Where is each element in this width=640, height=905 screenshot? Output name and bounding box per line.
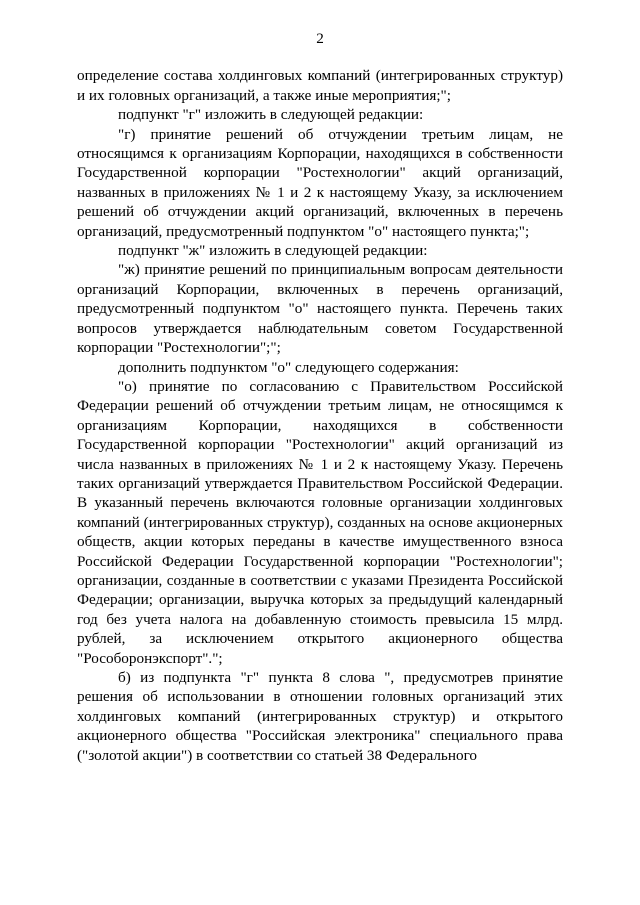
paragraph-subitem-zh-text: "ж) принятие решений по принципиальным вопросам деятельности организаций Корпорации, включенных в перечень организаций, предусмотренный подпунктом "о" настоящего пункта. Перечень таких вопросов утверждается наблюдательным советом Государственной корпорации "Ростехнологии";"; [77, 261, 563, 357]
paragraph-subitem-g-heading: подпункт "г" изложить в следующей редакции: [118, 106, 424, 124]
paragraph-subitem-o-text: "о) принятие по согласованию с Правительством Российской Федерации решений об отчуждении третьим лицам, не относящимся к организациям Корпорации, находящихся в собственности Государственной корпорации "Ростехнологии" акций организаций из числа названных в приложениях № 1 и 2 к настоящему Указу. Перечень таких организаций утверждается Правительством Российской Федерации. В указанный перечень включаются головные организации холдинговых компаний (интегрированных структур), созданных на основе акционерных обществ, акции которых переданы в качестве имущественного взноса Российской Федерации Государственной корпорации "Ростехнологии"; организации, созданные в соответствии с указами Президента Российской Федерации; организации, выручка которых за предыдущий календарный год без учета налога на добавленную стоимость превысила 15 млрд. рублей, за исключением открытого акционерного общества "Рособоронэкспорт"."; [77, 377, 563, 667]
document-body [77, 66, 563, 765]
paragraph-item-b-text: б) из подпункта "г" пункта 8 слова ", предусмотрев принятие решения об использовании в отношении головных организаций этих холдинговых компаний (интегрированных структур) и открытого акционерного общества "Российская электроника" специального права ("золотой акции") в соответствии со статьей 38 Федерального [77, 669, 563, 764]
page-number: 2 [316, 30, 324, 47]
paragraph-subitem-zh-heading: подпункт "ж" изложить в следующей редакции: [118, 242, 428, 260]
paragraph-intro-continuation: определение состава холдинговых компаний (интегрированных структур) и их головных организаций, а также иные мероприятия;"; [77, 67, 563, 104]
paragraph-subitem-o-heading: дополнить подпунктом "о" следующего содержания: [118, 358, 459, 376]
paragraph-subitem-g-text: "г) принятие решений об отчуждении третьим лицам, не относящимся к организациям Корпорации, находящихся в собственности Государственной корпорации "Ростехнологии" акций организаций, названных в приложениях № 1 и 2 к настоящему Указу, за исключением решений об отчуждении акций организаций, включенных в перечень организаций, предусмотренный подпунктом "о" настоящего пункта;"; [77, 125, 563, 240]
